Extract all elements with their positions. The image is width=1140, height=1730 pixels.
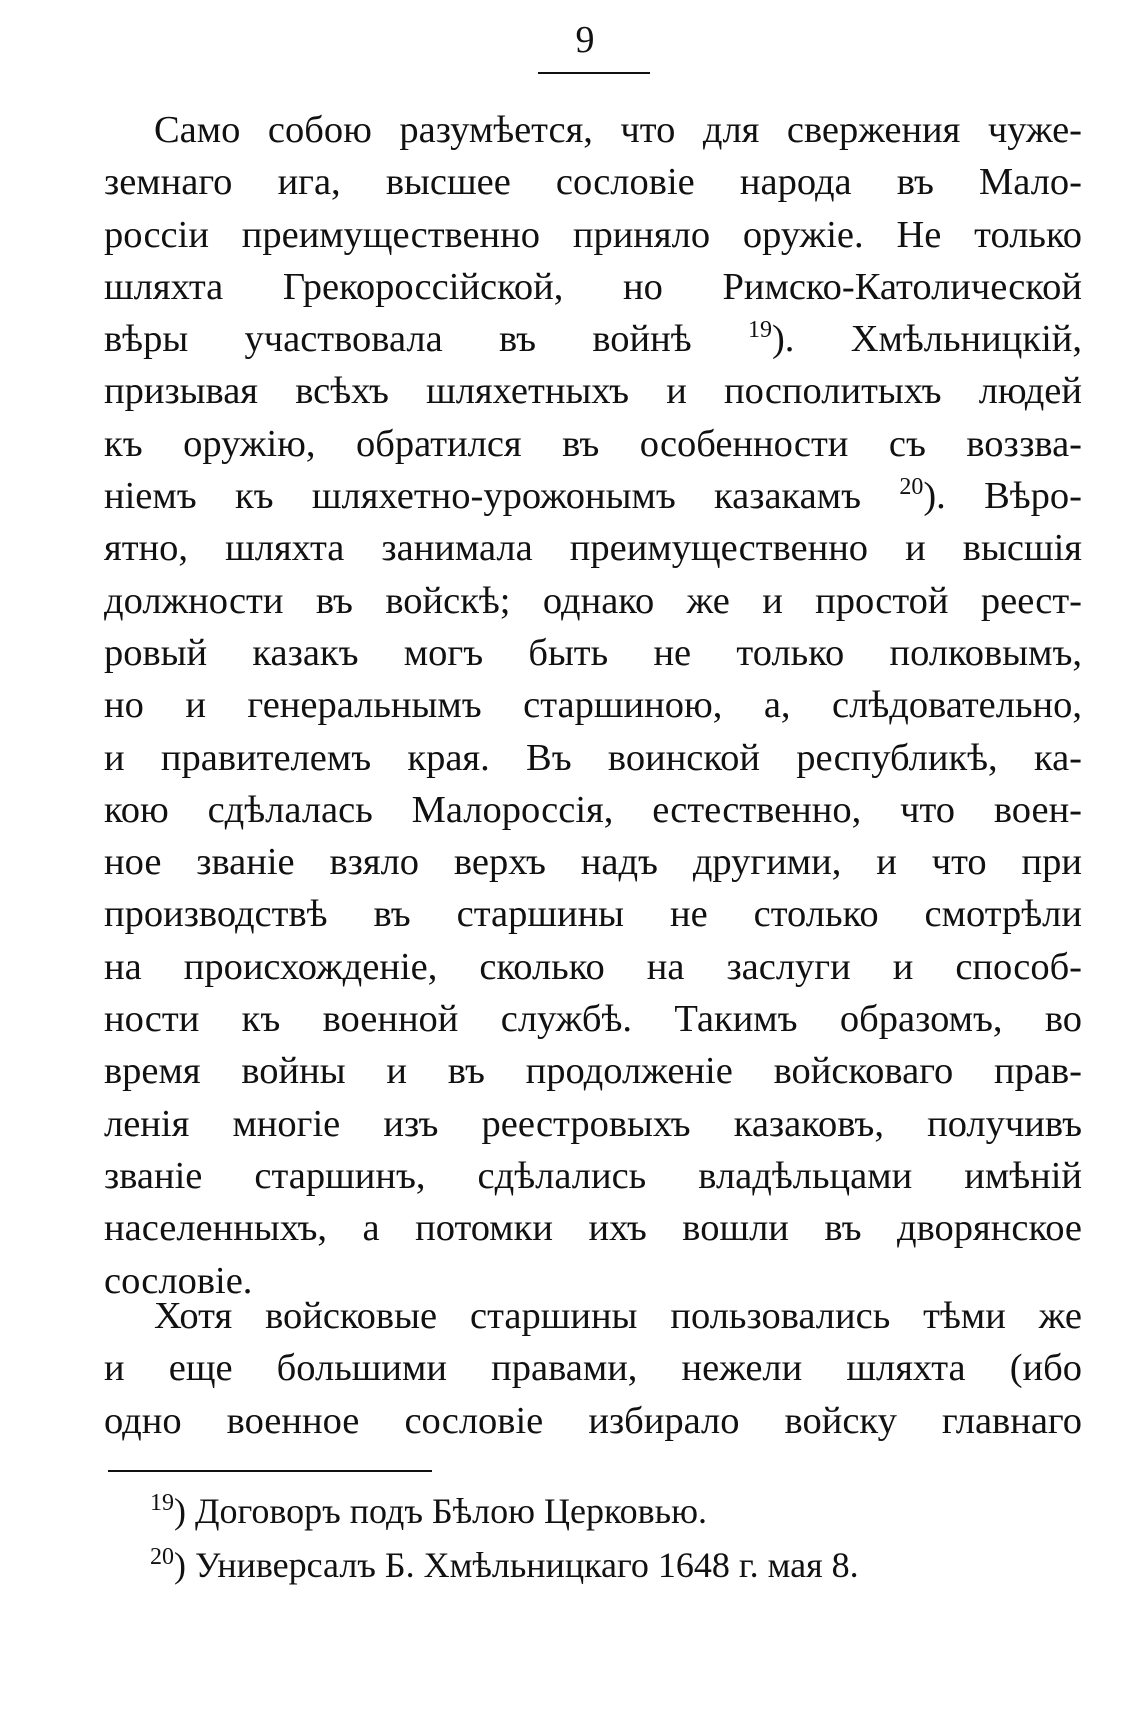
text-line: ное званіе взяло верхъ надъ другими, и что при bbox=[104, 841, 1082, 884]
footnote-text: ) Универсалъ Б. Хмѣльницкаго 1648 г. мая 8. bbox=[174, 1545, 859, 1585]
text-line bbox=[104, 470, 1082, 522]
text-line: одно военное сословіе избирало войску главнаго bbox=[104, 1399, 1082, 1442]
text-line: шляхта Грекороссійской, но Римско-Католической bbox=[104, 265, 1082, 308]
text-line: ности къ военной службѣ. Такимъ образомъ, во bbox=[104, 998, 1082, 1041]
footnote-20 bbox=[150, 1538, 1080, 1592]
text-line: къ оружію, обратился въ особенности съ воззва- bbox=[104, 422, 1082, 465]
text-line: и правителемъ края. Въ воинской республикѣ, ка- bbox=[104, 736, 1082, 779]
text-line: земнаго ига, высшее сословіе народа въ Мало- bbox=[104, 161, 1082, 204]
paragraph-2 bbox=[104, 1290, 1082, 1447]
paragraph-1 bbox=[104, 104, 1082, 1307]
text-line: ровый казакъ могъ быть не только полковымъ, bbox=[104, 631, 1082, 674]
page-number-rule bbox=[538, 72, 650, 74]
text-line: Само собою разумѣется, что для свержения чуже- bbox=[154, 109, 1082, 151]
text-fragment: ). Вѣро- bbox=[923, 475, 1082, 518]
footnote-ref-19: 19 bbox=[747, 317, 772, 344]
page-number: 9 bbox=[575, 19, 595, 61]
text-line: призывая всѣхъ шляхетныхъ и посполитыхъ людей bbox=[104, 370, 1082, 413]
text-line: кою сдѣлалась Малороссія, естественно, что воен- bbox=[104, 788, 1082, 831]
text-fragment: вѣры участвовала въ войнѣ bbox=[104, 318, 692, 361]
text-line: населенныхъ, а потомки ихъ вошли въ дворянское bbox=[104, 1207, 1082, 1250]
text-line: россіи преимущественно приняло оружіе. Не только bbox=[104, 213, 1082, 256]
text-line: ятно, шляхта занимала преимущественно и высшія bbox=[104, 527, 1082, 570]
text-line: сословіе. bbox=[104, 1259, 253, 1302]
footnote-mark: 20 bbox=[150, 1544, 174, 1570]
footnote-19 bbox=[150, 1484, 1080, 1538]
text-line: и еще большими правами, нежели шляхта (ибо bbox=[104, 1347, 1082, 1390]
text-line: званіе старшинъ, сдѣлались владѣльцами имѣній bbox=[104, 1154, 1082, 1197]
text-line: производствѣ въ старшины не столько смотрѣли bbox=[104, 893, 1082, 936]
text-line: но и генеральнымъ старшиною, а, слѣдовательно, bbox=[104, 684, 1082, 727]
footnote-ref-20: 20 bbox=[899, 474, 924, 501]
text-line: ленія многіе изъ реестровыхъ казаковъ, получивъ bbox=[104, 1102, 1082, 1145]
text-line: на происхожденіе, сколько на заслуги и способ- bbox=[104, 945, 1082, 988]
text-line: Хотя войсковые старшины пользовались тѣми же bbox=[154, 1295, 1082, 1337]
footnote-text: ) Договоръ подъ Бѣлою Церковью. bbox=[174, 1491, 707, 1531]
text-fragment: ніемъ къ шляхетно-урожонымъ казакамъ bbox=[104, 475, 862, 518]
footnotes bbox=[150, 1484, 1080, 1592]
text-line: время войны и въ продолженіе войсковаго прав- bbox=[104, 1050, 1082, 1093]
footnote-separator bbox=[108, 1470, 432, 1472]
text-line bbox=[104, 313, 1082, 365]
text-fragment: ). Хмѣльницкій, bbox=[771, 318, 1082, 361]
text-line: должности въ войскѣ; однако же и простой реест- bbox=[104, 579, 1082, 622]
footnote-mark: 19 bbox=[150, 1490, 174, 1516]
